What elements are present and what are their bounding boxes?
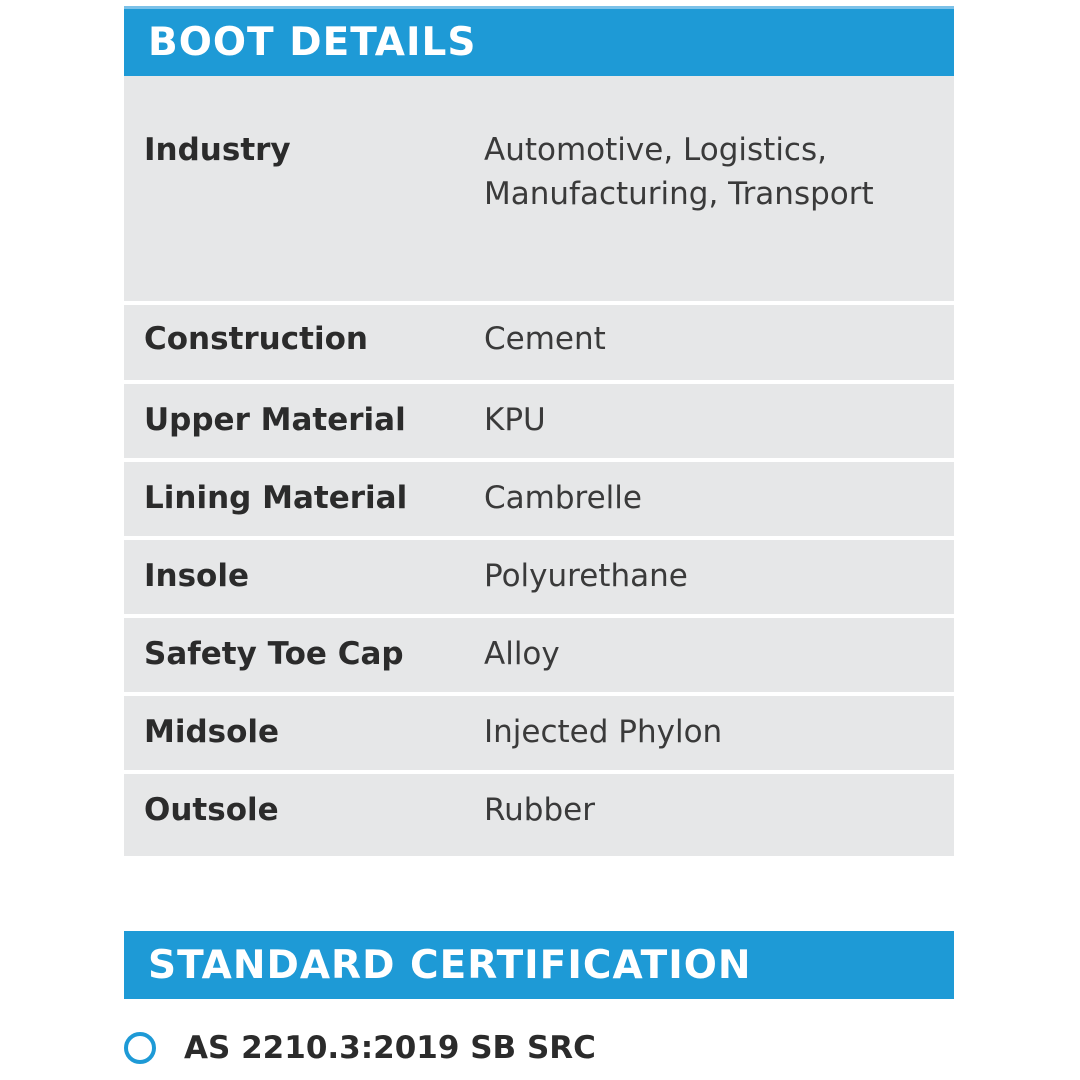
detail-label: Upper Material bbox=[144, 402, 406, 438]
detail-row-construction bbox=[124, 305, 954, 384]
detail-value: KPU bbox=[484, 402, 546, 438]
certification-text: AS 2210.3:2019 SB SRC bbox=[184, 1030, 596, 1066]
boot-details-table bbox=[124, 76, 954, 856]
certification-item bbox=[124, 1024, 596, 1072]
detail-value: Alloy bbox=[484, 636, 560, 672]
boot-details-title: BOOT DETAILS bbox=[148, 20, 477, 65]
detail-label: Lining Material bbox=[144, 480, 408, 516]
detail-row-outsole bbox=[124, 774, 954, 856]
standard-certification-title: STANDARD CERTIFICATION bbox=[148, 942, 752, 988]
boot-details-header bbox=[124, 9, 954, 76]
detail-row-safety-toe-cap bbox=[124, 618, 954, 696]
detail-value: Rubber bbox=[484, 792, 595, 828]
detail-value: Cement bbox=[484, 321, 606, 357]
detail-value: Polyurethane bbox=[484, 558, 688, 594]
detail-label: Midsole bbox=[144, 714, 280, 750]
detail-row-industry bbox=[124, 76, 954, 305]
detail-label: Outsole bbox=[144, 792, 279, 828]
detail-row-insole bbox=[124, 540, 954, 618]
detail-value: Automotive, Logistics, Manufacturing, Transport bbox=[484, 132, 874, 212]
detail-label: Insole bbox=[144, 558, 250, 594]
standard-certification-header bbox=[124, 931, 954, 999]
detail-value: Injected Phylon bbox=[484, 714, 723, 750]
detail-row-upper-material bbox=[124, 384, 954, 462]
detail-row-lining-material bbox=[124, 462, 954, 540]
detail-label: Safety Toe Cap bbox=[144, 636, 404, 672]
detail-label: Industry bbox=[144, 132, 291, 168]
circle-bullet-icon bbox=[124, 1032, 156, 1064]
detail-value: Cambrelle bbox=[484, 480, 642, 516]
detail-row-midsole bbox=[124, 696, 954, 774]
detail-label: Construction bbox=[144, 321, 368, 357]
